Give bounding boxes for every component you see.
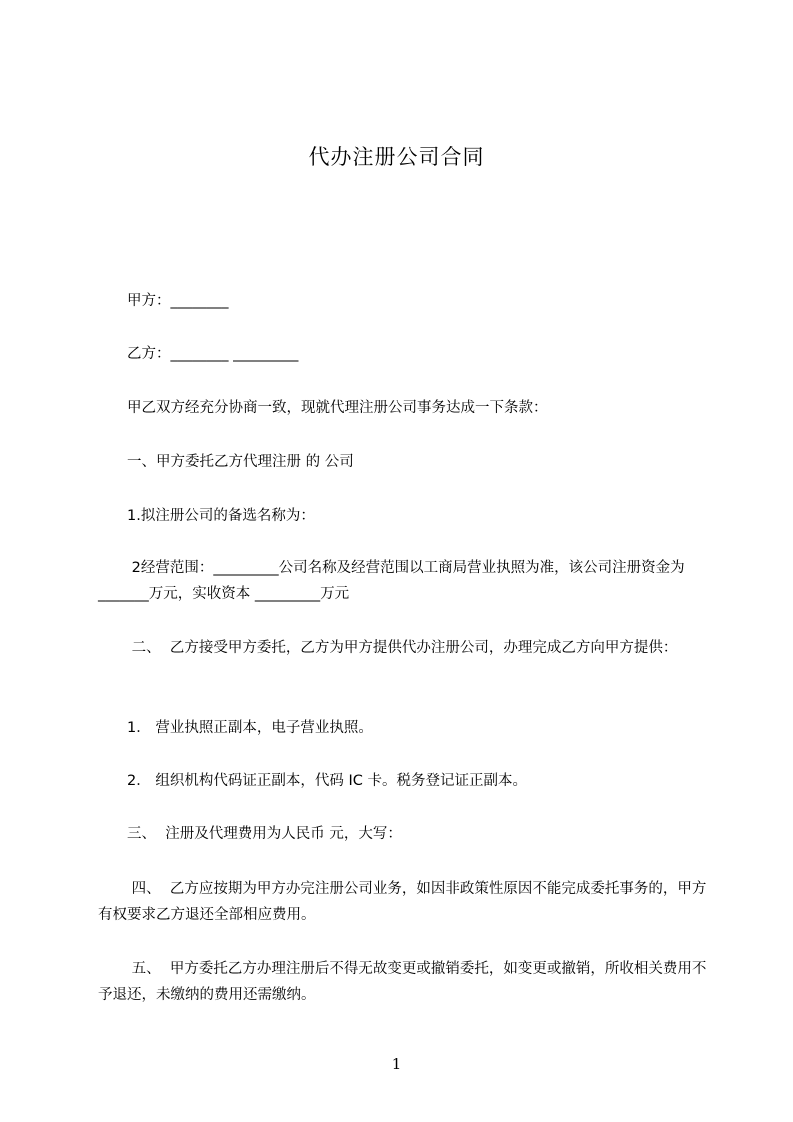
clause-two-item-2: 2． 组织机构代码证正副本，代码 IC 卡。税务登记证正副本。 <box>98 773 527 789</box>
clause-four: 四、 乙方应按期为甲方办完注册公司业务，如因非政策性原因不能完成委托事务的，甲方有权要求乙方退还全部相应费用。 <box>98 881 707 923</box>
party-a-line: 甲方：________ <box>98 293 229 309</box>
clause-one-heading: 一、甲方委托乙方代理注册 的 公司 <box>98 454 354 470</box>
clause-one-item-2: 2经营范围：_________公司名称及经营范围以工商局营业执照为准，该公司注册资金为 _______万元，实收资本 _________万元 <box>98 560 690 602</box>
page-number: 1 <box>391 1055 402 1073</box>
party-b-line: 乙方：________ _________ <box>98 346 299 362</box>
clause-two-item-1: 1． 营业执照正副本，电子营业执照。 <box>98 720 373 736</box>
clause-three: 三、 注册及代理费用为人民币 元，大写： <box>98 826 402 842</box>
clause-two: 二、 乙方接受甲方委托，乙方为甲方提供代办注册公司，办理完成乙方向甲方提供： <box>98 640 678 656</box>
clause-one-item-1: 1.拟注册公司的备选名称为： <box>98 508 315 524</box>
document-title: 代办注册公司合同 <box>308 145 485 169</box>
intro-paragraph: 甲乙双方经充分协商一致，现就代理注册公司事务达成一下条款： <box>98 400 548 416</box>
clause-five: 五、 甲方委托乙方办理注册后不得无故变更或撤销委托，如变更或撤销，所收相关费用不予退还，未缴纳的费用还需缴纳。 <box>98 961 707 1003</box>
